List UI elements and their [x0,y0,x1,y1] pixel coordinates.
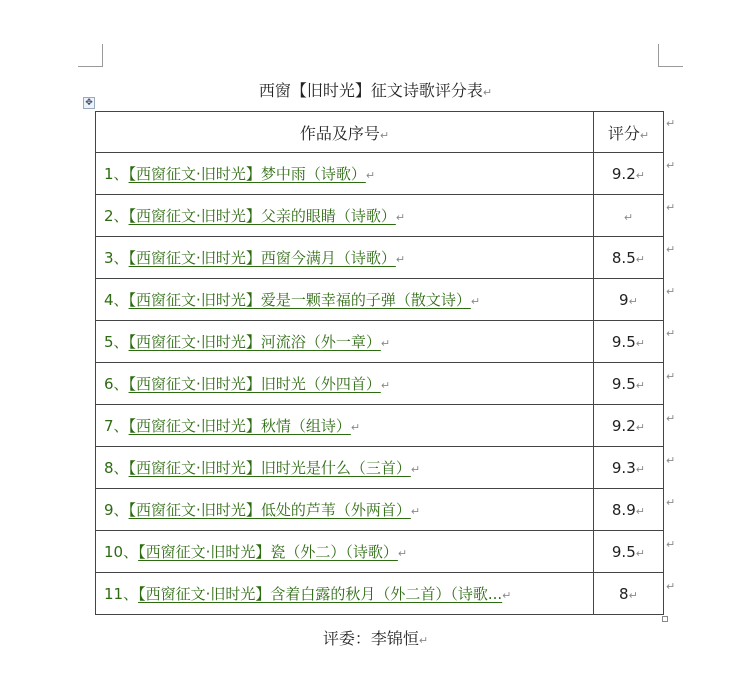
row-number: 1、 [104,165,129,183]
table-row [96,237,664,279]
table-row [96,153,664,195]
row-number: 6、 [104,375,129,393]
paragraph-mark: ↵ [635,546,645,560]
work-cell [96,573,594,615]
end-of-row-mark: ↵ [666,285,676,299]
score-cell [593,447,663,489]
paragraph-mark: ↵ [418,634,429,647]
page-corner-mark-top-left [78,44,103,67]
row-number: 11、 [104,585,139,603]
score-cell [593,153,663,195]
paragraph-mark: ↵ [639,128,650,142]
table-row [96,447,664,489]
end-of-row-mark: ↵ [666,537,676,551]
paragraph-mark: ↵ [623,210,634,224]
score-value: 9.5 [611,374,636,393]
table-row [96,405,664,447]
score-cell [593,573,663,615]
work-title-link[interactable]: 【西窗征文·旧时光】西窗今满月（诗歌） [128,249,396,267]
paragraph-mark: ↵ [350,421,361,434]
header-work-text: 作品及序号 [299,123,380,143]
page-corner-mark-top-right [658,44,683,67]
row-number: 10、 [104,543,139,561]
work-title-link[interactable]: 【西窗征文·旧时光】旧时光（外四首） [128,375,381,393]
end-of-row-mark: ↵ [666,369,676,383]
end-of-row-mark: ↵ [666,159,676,172]
work-title-link[interactable]: 【西窗征文·旧时光】低处的芦苇（外两首） [128,501,411,519]
work-cell [96,195,594,237]
end-of-row-mark: ↵ [666,243,676,257]
header-score-text: 评分 [607,123,640,143]
table-row [96,321,664,363]
work-cell [96,363,594,405]
end-of-row-mark: ↵ [666,117,676,130]
work-title-link[interactable]: 【西窗征文·旧时光】秋情（组诗） [128,417,351,435]
paragraph-mark: ↵ [628,588,638,602]
score-cell [593,321,663,363]
title-text: 西窗【旧时光】征文诗歌评分表 [258,81,483,100]
table-move-handle-icon[interactable]: ✥ [83,97,95,109]
document-title [0,78,751,101]
table-row [96,363,664,405]
score-cell [593,363,663,405]
header-work [96,112,594,153]
work-title-link[interactable]: 【西窗征文·旧时光】父亲的眼睛（诗歌） [128,207,396,225]
paragraph-mark: ↵ [397,547,408,560]
row-number: 9、 [104,501,129,519]
table-row [96,573,664,615]
work-title-link[interactable]: 【西窗征文·旧时光】梦中雨（诗歌） [128,165,366,183]
work-title-link[interactable]: 【西窗征文·旧时光】爱是一颗幸福的子弹（散文诗） [128,291,471,309]
score-value: 8.5 [611,248,636,267]
judge-text: 评委：李锦恒 [322,629,419,648]
table-row [96,531,664,573]
score-value: 8.9 [611,500,636,519]
score-cell [593,405,663,447]
score-value: 9.2 [611,164,636,183]
table-row [96,195,664,237]
score-table [95,111,664,615]
paragraph-mark: ↵ [410,463,421,476]
work-cell [96,531,594,573]
paragraph-mark: ↵ [410,505,421,518]
paragraph-mark: ↵ [635,504,645,518]
paragraph-mark: ↵ [502,589,512,602]
end-of-row-mark: ↵ [666,580,676,593]
end-of-row-mark: ↵ [666,327,676,341]
work-cell [96,237,594,279]
score-value: 8 [619,584,629,603]
paragraph-mark: ↵ [395,253,406,266]
paragraph-mark: ↵ [380,379,391,392]
paragraph-mark: ↵ [635,168,645,182]
row-number: 3、 [104,249,129,267]
judge-line [0,626,751,649]
score-value: 9.5 [611,332,636,351]
row-number: 8、 [104,459,129,477]
work-cell [96,279,594,321]
work-cell [96,405,594,447]
table-header-row [96,112,664,153]
score-value: 9.2 [611,416,636,435]
paragraph-mark: ↵ [380,337,391,350]
paragraph-mark: ↵ [635,462,645,476]
table-resize-handle[interactable] [662,616,668,622]
score-cell [593,195,663,237]
header-score [593,112,663,153]
paragraph-mark: ↵ [635,252,645,266]
paragraph-mark: ↵ [635,336,645,350]
paragraph-mark: ↵ [365,169,376,182]
score-value: 9.5 [611,542,636,561]
work-cell [96,489,594,531]
score-cell [593,489,663,531]
score-cell [593,279,663,321]
work-title-link[interactable]: 【西窗征文·旧时光】含着白露的秋月（外二首）（诗歌... [138,585,503,603]
end-of-row-mark: ↵ [666,411,676,425]
end-of-row-mark: ↵ [666,495,676,509]
score-value: 9.3 [611,458,636,477]
table-row [96,279,664,321]
score-value: 9 [619,290,629,309]
end-of-row-mark: ↵ [666,453,676,467]
row-number: 7、 [104,417,129,435]
work-cell [96,153,594,195]
table-row [96,489,664,531]
paragraph-mark: ↵ [395,211,406,224]
work-cell [96,321,594,363]
paragraph-mark: ↵ [635,420,645,434]
end-of-row-mark: ↵ [666,201,676,215]
row-number: 5、 [104,333,129,351]
work-title-link[interactable]: 【西窗征文·旧时光】河流浴（外一章） [128,333,381,351]
score-cell [593,531,663,573]
score-cell [593,237,663,279]
paragraph-mark: ↵ [482,86,493,99]
paragraph-mark: ↵ [379,128,390,142]
row-number: 4、 [104,291,129,309]
paragraph-mark: ↵ [635,378,645,392]
paragraph-mark: ↵ [628,294,638,308]
work-title-link[interactable]: 【西窗征文·旧时光】瓷（外二）（诗歌） [138,543,398,561]
work-cell [96,447,594,489]
paragraph-mark: ↵ [470,295,481,308]
work-title-link[interactable]: 【西窗征文·旧时光】旧时光是什么（三首） [128,459,411,477]
row-number: 2、 [104,207,129,225]
